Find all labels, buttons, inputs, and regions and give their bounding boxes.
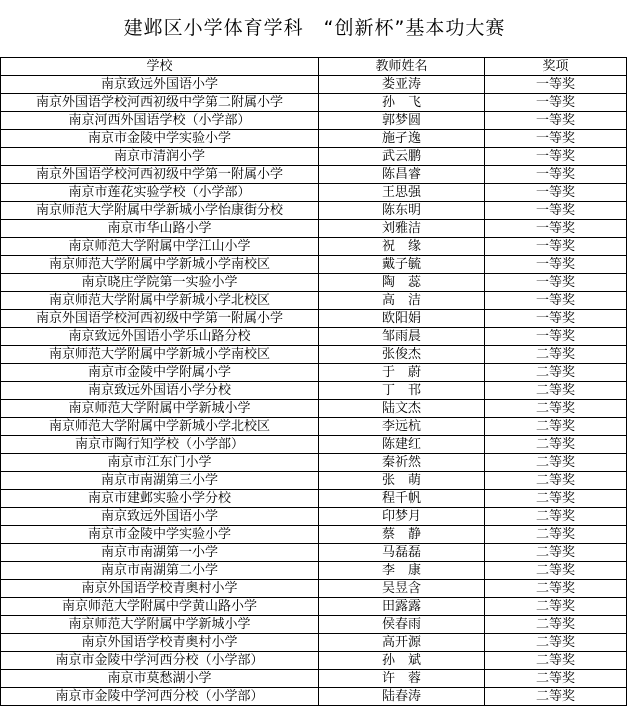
school-cell: 南京师范大学附属中学新城小学怡康街分校 <box>1 202 319 220</box>
table-row <box>1 94 627 112</box>
school-cell: 南京师范大学附属中学新城小学南校区 <box>1 256 319 274</box>
teacher-cell: 陆文杰 <box>319 400 485 418</box>
teacher-cell: 秦祈然 <box>319 454 485 472</box>
award-cell: 二等奖 <box>485 418 627 436</box>
teacher-cell: 孙 飞 <box>319 94 485 112</box>
table-row <box>1 436 627 454</box>
teacher-cell: 程千帆 <box>319 490 485 508</box>
school-cell: 南京市金陵中学附属小学 <box>1 364 319 382</box>
table-row <box>1 670 627 688</box>
award-cell: 二等奖 <box>485 472 627 490</box>
teacher-cell: 邹雨晨 <box>319 328 485 346</box>
school-cell: 南京河西外国语学校（小学部） <box>1 112 319 130</box>
award-table <box>0 57 627 706</box>
table-row <box>1 148 627 166</box>
table-row <box>1 346 627 364</box>
teacher-cell: 李远杭 <box>319 418 485 436</box>
award-cell: 二等奖 <box>485 670 627 688</box>
table-row <box>1 328 627 346</box>
teacher-cell: 陈建红 <box>319 436 485 454</box>
table-row <box>1 616 627 634</box>
school-cell: 南京市南湖第三小学 <box>1 472 319 490</box>
teacher-cell: 王思强 <box>319 184 485 202</box>
award-cell: 一等奖 <box>485 238 627 256</box>
table-row <box>1 652 627 670</box>
teacher-cell: 刘雅洁 <box>319 220 485 238</box>
school-cell: 南京外国语学校青奥村小学 <box>1 580 319 598</box>
teacher-cell: 陶 蕊 <box>319 274 485 292</box>
school-cell: 南京市金陵中学实验小学 <box>1 130 319 148</box>
award-cell: 一等奖 <box>485 220 627 238</box>
header-teacher: 教师姓名 <box>319 58 485 76</box>
award-cell: 一等奖 <box>485 292 627 310</box>
award-cell: 一等奖 <box>485 76 627 94</box>
teacher-cell: 印梦月 <box>319 508 485 526</box>
table-row <box>1 274 627 292</box>
teacher-cell: 吴昱含 <box>319 580 485 598</box>
teacher-cell: 武云鹏 <box>319 148 485 166</box>
award-cell: 二等奖 <box>485 400 627 418</box>
school-cell: 南京致远外国语小学 <box>1 76 319 94</box>
table-row <box>1 418 627 436</box>
school-cell: 南京师范大学附属中学新城小学北校区 <box>1 418 319 436</box>
header-school: 学校 <box>1 58 319 76</box>
award-cell: 二等奖 <box>485 634 627 652</box>
award-cell: 二等奖 <box>485 562 627 580</box>
teacher-cell: 娄亚涛 <box>319 76 485 94</box>
school-cell: 南京市南湖第二小学 <box>1 562 319 580</box>
teacher-cell: 许 蓉 <box>319 670 485 688</box>
table-row <box>1 562 627 580</box>
table-row <box>1 544 627 562</box>
table-row <box>1 382 627 400</box>
table-row <box>1 310 627 328</box>
table-row <box>1 238 627 256</box>
award-cell: 一等奖 <box>485 310 627 328</box>
school-cell: 南京市华山路小学 <box>1 220 319 238</box>
table-body <box>1 76 627 706</box>
table-row <box>1 166 627 184</box>
school-cell: 南京致远外国语小学分校 <box>1 382 319 400</box>
table-row <box>1 490 627 508</box>
award-cell: 二等奖 <box>485 652 627 670</box>
award-cell: 一等奖 <box>485 130 627 148</box>
header-row <box>1 58 627 76</box>
school-cell: 南京外国语学校河西初级中学第一附属小学 <box>1 166 319 184</box>
award-cell: 一等奖 <box>485 274 627 292</box>
school-cell: 南京致远外国语小学乐山路分校 <box>1 328 319 346</box>
teacher-cell: 陆春涛 <box>319 688 485 706</box>
school-cell: 南京师范大学附属中学黄山路小学 <box>1 598 319 616</box>
header-award: 奖项 <box>485 58 627 76</box>
table-row <box>1 292 627 310</box>
award-cell: 一等奖 <box>485 148 627 166</box>
teacher-cell: 张 萌 <box>319 472 485 490</box>
award-cell: 二等奖 <box>485 454 627 472</box>
teacher-cell: 郭梦圆 <box>319 112 485 130</box>
school-cell: 南京市江东门小学 <box>1 454 319 472</box>
teacher-cell: 张俊杰 <box>319 346 485 364</box>
teacher-cell: 蔡 静 <box>319 526 485 544</box>
table-row <box>1 112 627 130</box>
teacher-cell: 孙 斌 <box>319 652 485 670</box>
teacher-cell: 祝 缘 <box>319 238 485 256</box>
award-cell: 二等奖 <box>485 598 627 616</box>
teacher-cell: 高开源 <box>319 634 485 652</box>
award-cell: 二等奖 <box>485 490 627 508</box>
table-row <box>1 256 627 274</box>
table-row <box>1 400 627 418</box>
school-cell: 南京市南湖第一小学 <box>1 544 319 562</box>
teacher-cell: 高 洁 <box>319 292 485 310</box>
school-cell: 南京外国语学校青奥村小学 <box>1 634 319 652</box>
award-cell: 二等奖 <box>485 436 627 454</box>
teacher-cell: 陈昌睿 <box>319 166 485 184</box>
table-row <box>1 688 627 706</box>
table-row <box>1 76 627 94</box>
teacher-cell: 丁 邗 <box>319 382 485 400</box>
teacher-cell: 陈东明 <box>319 202 485 220</box>
school-cell: 南京外国语学校河西初级中学第一附属小学 <box>1 310 319 328</box>
teacher-cell: 李 康 <box>319 562 485 580</box>
table-row <box>1 634 627 652</box>
school-cell: 南京市莫愁湖小学 <box>1 670 319 688</box>
award-cell: 一等奖 <box>485 202 627 220</box>
teacher-cell: 于 蔚 <box>319 364 485 382</box>
teacher-cell: 戴子毓 <box>319 256 485 274</box>
award-cell: 一等奖 <box>485 112 627 130</box>
table-row <box>1 202 627 220</box>
table-row <box>1 454 627 472</box>
award-cell: 二等奖 <box>485 616 627 634</box>
school-cell: 南京市建邺实验小学分校 <box>1 490 319 508</box>
table-row <box>1 508 627 526</box>
award-cell: 二等奖 <box>485 526 627 544</box>
table-row <box>1 364 627 382</box>
award-cell: 一等奖 <box>485 166 627 184</box>
award-cell: 二等奖 <box>485 544 627 562</box>
school-cell: 南京外国语学校河西初级中学第二附属小学 <box>1 94 319 112</box>
teacher-cell: 施孑逸 <box>319 130 485 148</box>
table-row <box>1 580 627 598</box>
table-row <box>1 472 627 490</box>
teacher-cell: 侯春雨 <box>319 616 485 634</box>
school-cell: 南京师范大学附属中学新城小学 <box>1 616 319 634</box>
page-title: 建邺区小学体育学科 “创新杯”基本功大赛 <box>123 17 506 39</box>
table-row <box>1 598 627 616</box>
school-cell: 南京市清润小学 <box>1 148 319 166</box>
award-cell: 一等奖 <box>485 328 627 346</box>
school-cell: 南京晓庄学院第一实验小学 <box>1 274 319 292</box>
award-cell: 二等奖 <box>485 382 627 400</box>
school-cell: 南京市莲花实验学校（小学部） <box>1 184 319 202</box>
school-cell: 南京市金陵中学河西分校（小学部） <box>1 688 319 706</box>
school-cell: 南京师范大学附属中学新城小学北校区 <box>1 292 319 310</box>
award-cell: 二等奖 <box>485 580 627 598</box>
award-cell: 一等奖 <box>485 184 627 202</box>
award-cell: 一等奖 <box>485 256 627 274</box>
school-cell: 南京市金陵中学实验小学 <box>1 526 319 544</box>
award-cell: 二等奖 <box>485 688 627 706</box>
award-cell: 二等奖 <box>485 364 627 382</box>
table-row <box>1 220 627 238</box>
teacher-cell: 马磊磊 <box>319 544 485 562</box>
award-cell: 一等奖 <box>485 94 627 112</box>
school-cell: 南京师范大学附属中学江山小学 <box>1 238 319 256</box>
award-cell: 二等奖 <box>485 346 627 364</box>
school-cell: 南京师范大学附属中学新城小学南校区 <box>1 346 319 364</box>
table-row <box>1 526 627 544</box>
school-cell: 南京市金陵中学河西分校（小学部） <box>1 652 319 670</box>
teacher-cell: 田露露 <box>319 598 485 616</box>
table-row <box>1 130 627 148</box>
school-cell: 南京市陶行知学校（小学部） <box>1 436 319 454</box>
teacher-cell: 欧阳娟 <box>319 310 485 328</box>
table-row <box>1 184 627 202</box>
award-cell: 二等奖 <box>485 508 627 526</box>
school-cell: 南京致远外国语小学 <box>1 508 319 526</box>
school-cell: 南京师范大学附属中学新城小学 <box>1 400 319 418</box>
